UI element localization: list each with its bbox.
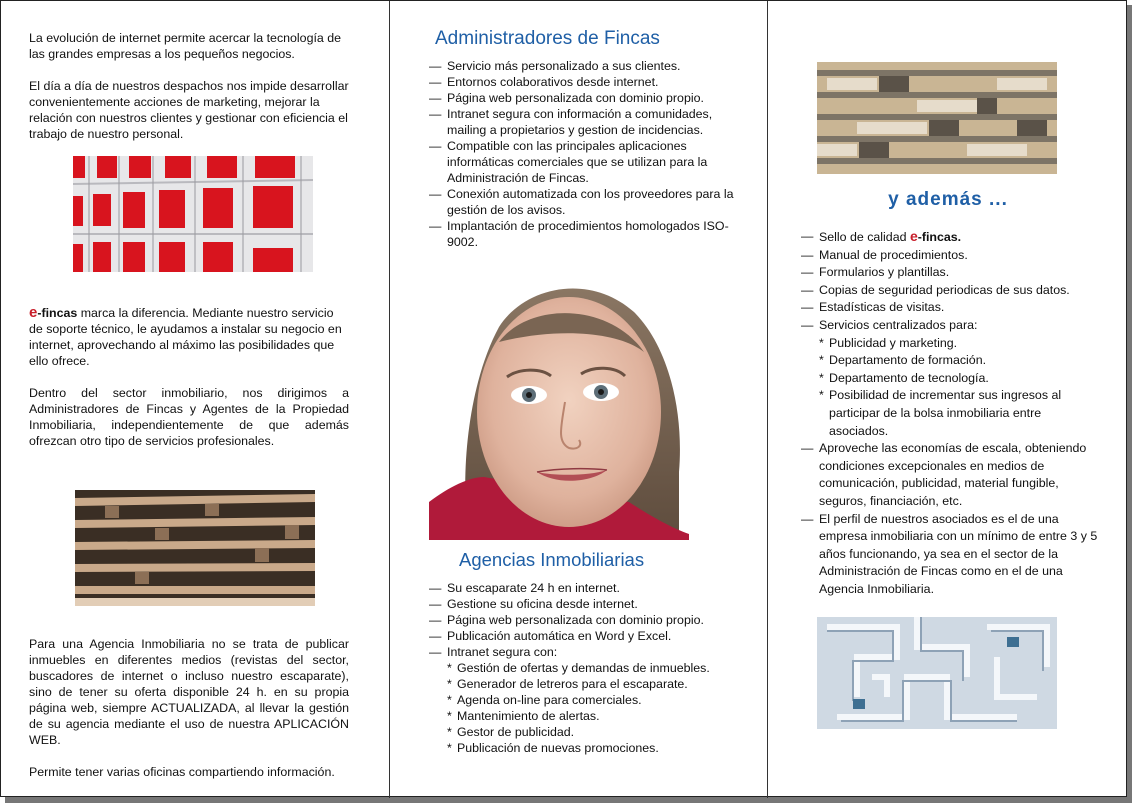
woman-portrait-image xyxy=(429,272,689,540)
sublist-item: * Gestión de ofertas y demandas de inmuebles. xyxy=(447,660,745,676)
sublist-item: * Agenda on-line para comerciales. xyxy=(447,692,745,708)
fold-line-2 xyxy=(767,1,768,798)
list-item: — Servicios centralizados para: xyxy=(801,317,1101,335)
list-item: — Aproveche las economías de escala, obteniendo condiciones excepcionales en medios de comunicación, publicidad, material fungible, seguros, financiación, etc. xyxy=(801,440,1101,510)
ademas-section xyxy=(801,189,1101,598)
administradores-list xyxy=(429,58,745,250)
ademas-list-a xyxy=(801,228,1101,335)
list-item: — Página web personalizada con dominio propio. xyxy=(429,90,745,106)
brand-paragraph: marca la diferencia. Mediante nuestro servicio de soporte técnico, le ayudamos a instalar su negocio en internet, aprovechando al máximo las posibilidades que ello ofrece. xyxy=(29,306,342,368)
sublist-item: * Mantenimiento de alertas. xyxy=(447,708,745,724)
list-item: — Intranet segura con información a comunidades, mailing a propietarios y gestion de incidencias. xyxy=(429,106,745,138)
offices-paragraph: Permite tener varias oficinas compartiendo información. xyxy=(29,765,335,779)
ademas-heading: y además ... xyxy=(888,189,1008,210)
list-item: — Formularios y plantillas. xyxy=(801,264,1101,282)
marketing-paragraph: El día a día de nuestros despachos nos impide desarrollar convenientemente acciones de marketing, mejorar la relación con nuestros clientes y gestionar con eficiencia el trabajo de nuestro personal. xyxy=(29,79,349,141)
administradores-section xyxy=(429,28,745,250)
list-item: — Publicación automática en Word y Excel. xyxy=(429,628,745,644)
sublist-item: * Publicación de nuevas promociones. xyxy=(447,740,745,756)
intro-paragraph: La evolución de internet permite acercar la tecnología de las grandes empresas a los pequeños negocios. xyxy=(29,31,342,61)
page-shadow-bottom xyxy=(5,797,1132,803)
intro-block xyxy=(29,30,349,142)
brand-block xyxy=(29,305,349,449)
services-sublist xyxy=(819,335,1101,441)
list-item: — Conexión automatizada con los proveedores para la gestión de los avisos. xyxy=(429,186,745,218)
page-shadow-right xyxy=(1127,5,1132,803)
administradores-heading: Administradores de Fincas xyxy=(435,28,660,49)
glass-facade-image xyxy=(817,62,1057,174)
list-item: — Copias de seguridad periodicas de sus datos. xyxy=(801,282,1101,300)
list-item: — Compatible con las principales aplicaciones informáticas comerciales que se utilizan para la Administración de Fincas. xyxy=(429,138,745,186)
agencias-section xyxy=(429,549,745,756)
list-item: — Manual de procedimientos. xyxy=(801,247,1101,265)
brand-logo-e: e xyxy=(29,304,38,321)
list-item: — El perfil de nuestros asociados es el de una empresa inmobiliaria con un mínimo de entre 3 y 5 años funcionando, ya sea en el sector de la Administración de Fincas como en el de una Agencia Inmobiliaria. xyxy=(801,511,1101,599)
sublist-item: * Posibilidad de incrementar sus ingresos al participar de la bolsa inmobiliaria entre asociados. xyxy=(819,387,1101,440)
list-item: — Página web personalizada con dominio propio. xyxy=(429,612,745,628)
intranet-sublist xyxy=(447,660,745,756)
list-item: — Entornos colaborativos desde internet. xyxy=(429,74,745,90)
quality-seal-label: Sello de calidad xyxy=(819,230,910,244)
sublist-item: * Departamento de tecnología. xyxy=(819,370,1101,388)
sublist-item: * Generador de letreros para el escaparate. xyxy=(447,676,745,692)
list-item: — Implantación de procedimientos homologados ISO-9002. xyxy=(429,218,745,250)
sublist-item: * Departamento de formación. xyxy=(819,352,1101,370)
brand-name: -fincas. xyxy=(917,230,962,244)
list-item: — Gestione su oficina desde internet. xyxy=(429,596,745,612)
list-item xyxy=(801,228,1101,247)
agencias-heading: Agencias Inmobiliarias xyxy=(459,549,645,570)
list-item: — Intranet segura con: xyxy=(429,644,745,660)
brand-logo-e: e xyxy=(909,228,918,244)
agencias-list xyxy=(429,580,745,660)
brand-name: -fincas xyxy=(37,306,78,320)
sublist-item: * Publicidad y marketing. xyxy=(819,335,1101,353)
list-item: — Estadísticas de visitas. xyxy=(801,299,1101,317)
sublist-item: * Gestor de publicidad. xyxy=(447,724,745,740)
maze-image xyxy=(817,617,1057,729)
red-facade-image xyxy=(73,156,313,272)
building-stripes-image xyxy=(75,490,315,606)
list-item: — Su escaparate 24 h en internet. xyxy=(429,580,745,596)
agency-block xyxy=(29,636,349,780)
sector-paragraph: Dentro del sector inmobiliario, nos dirigimos a Administradores de Fincas y Agentes de la Propiedad Inmobiliaria, independientemente de que además ofrezcan otro tipo de servicios profesionales. xyxy=(29,386,349,448)
fold-line-1 xyxy=(389,1,390,798)
ademas-list-b xyxy=(801,440,1101,598)
agency-paragraph: Para una Agencia Inmobiliaria no se trata de publicar inmuebles en diferentes medios (revistas del sector, buscadores de internet o incluso nuestro escaparate), sino de tener su oferta disponible 24 h. en su propia página web, siempre ACTUALIZADA, al llevar la gestión de su agencia mediante el uso de nuestra APLICACIÓN WEB. xyxy=(29,637,349,747)
list-item: — Servicio más personalizado a sus clientes. xyxy=(429,58,745,74)
